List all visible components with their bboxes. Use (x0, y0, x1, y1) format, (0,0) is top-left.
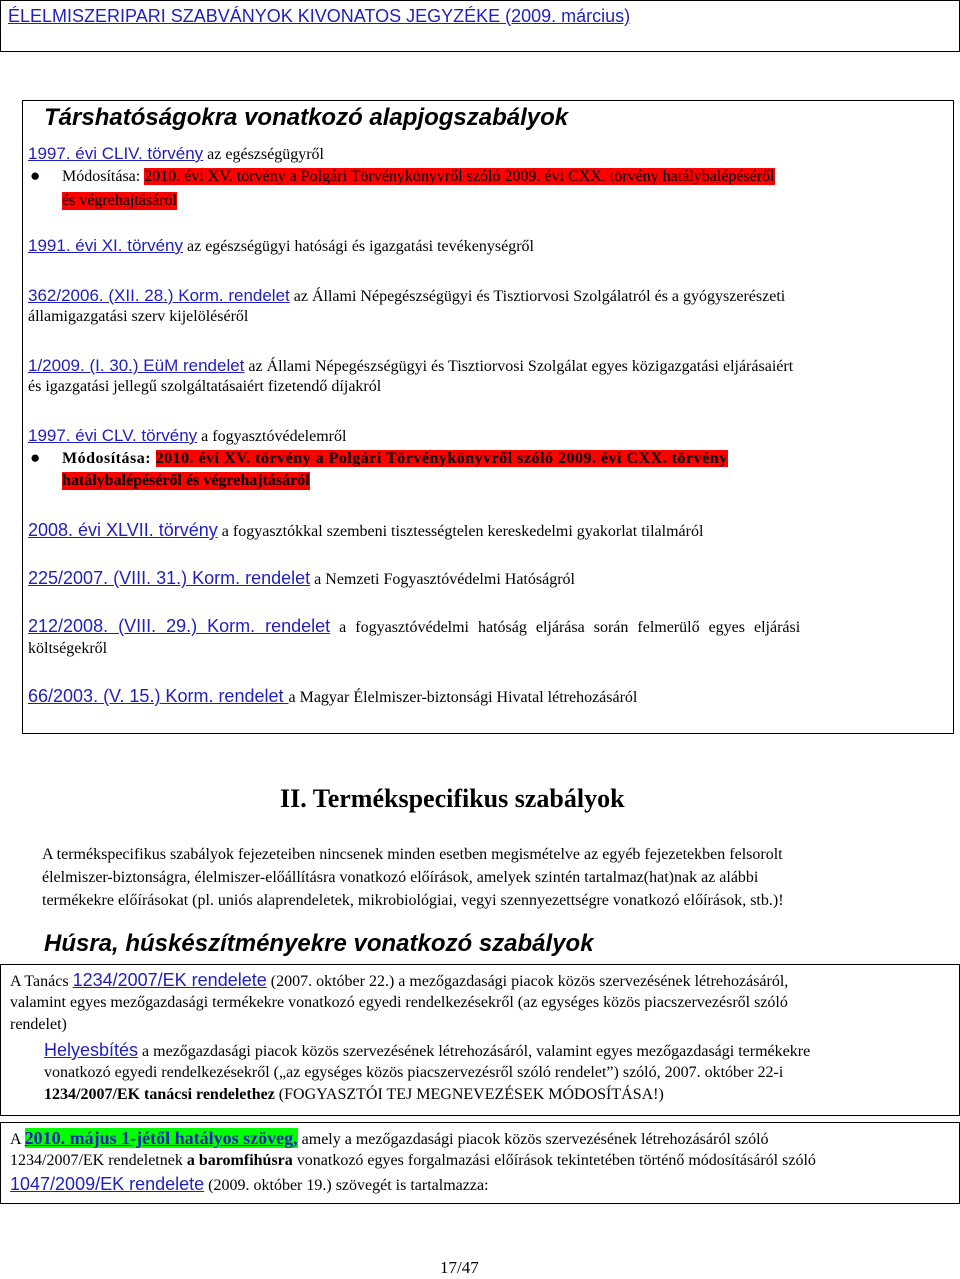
law-link[interactable]: 1997. évi CLV. törvény (28, 426, 198, 445)
list-item: 1997. évi CLV. törvény a fogyasztóvédelemről (28, 426, 347, 445)
law-link[interactable]: 212/2008. (VIII. 29.) Korm. rendelet (28, 616, 331, 636)
intro-line: A termékspecifikus szabályok fejezeteiben nincsenek minden esetben megismételve az egyéb fejezetekben felsorolt (42, 846, 783, 863)
effective-text-link[interactable]: 2010. május 1-jétől hatályos szöveg, (24, 1128, 298, 1148)
law-link[interactable]: 362/2006. (XII. 28.) Korm. rendelet (28, 286, 290, 305)
law-link[interactable]: 66/2003. (V. 15.) Korm. rendelet (28, 686, 289, 706)
page-number: 17/47 (440, 1258, 479, 1277)
list-item: 225/2007. (VIII. 31.) Korm. rendelet a Nemzeti Fogyasztóvédelmi Hatóságról (28, 568, 575, 588)
law-link[interactable]: 1991. évi XI. törvény (28, 236, 183, 255)
modification-link[interactable]: 2010. évi XV. törvény a Polgári Törvénykönyvről szóló 2009. évi CXX. törvény hatálybalépéséről (144, 168, 775, 185)
correction-line: vonatkozó egyedi rendelkezésekről („az egységes közös piacszervezésről szóló rendelet”) szóló, 2007. október 22-i (44, 1064, 784, 1081)
list-item: 2008. évi XLVII. törvény a fogyasztókkal szembeni tisztességtelen kereskedelmi gyakorlat tilalmáról (28, 520, 704, 540)
list-item: 66/2003. (V. 15.) Korm. rendelet a Magyar Élelmiszer-biztonsági Hivatal létrehozásáról (28, 686, 638, 706)
intro-line: termékekre előírásokat (pl. uniós alaprendeletek, mikrobiológiai, vegyi szennyezettségre vonatkozó előírások, stb.)! (42, 892, 784, 909)
bullet-icon: ● (30, 448, 41, 467)
modification-link[interactable]: 2010. évi XV. törvény a Polgári Törvénykönyvről szóló 2009. évi CXX. törvény (155, 450, 728, 467)
section2-heading: II. Termékspecifikus szabályok (280, 784, 625, 813)
regulation-line: rendelet) (10, 1016, 67, 1033)
law-link[interactable]: 1/2009. (I. 30.) EüM rendelet (28, 356, 245, 375)
regulation-link[interactable]: 1047/2009/EK rendelete (10, 1174, 205, 1194)
bullet-icon: ● (30, 166, 41, 185)
modification-item: Módosítása: 2010. évi XV. törvény a Polgári Törvénykönyvről szóló 2009. évi CXX. törvény (62, 450, 728, 467)
modification-link-cont[interactable]: hatálybalépéséről és végrehajtásáról (62, 472, 310, 489)
regulation-line: A Tanács 1234/2007/EK rendelete (2007. október 22.) a mezőgazdasági piacok közös szervezésének létrehozásáról, (10, 970, 789, 990)
regulation-line: 1047/2009/EK rendelete (2009. október 19.) szövegét is tartalmazza: (10, 1174, 489, 1194)
list-item: 1997. évi CLIV. törvény az egészségügyről (28, 144, 324, 163)
correction-line: Helyesbítés a mezőgazdasági piacok közös szervezésének létrehozásáról, valamint egyes mezőgazdasági termékekre (44, 1040, 811, 1060)
list-item-cont: és igazgatási jellegű szolgáltatásaiért fizetendő díjakról (28, 378, 382, 395)
list-item: 1991. évi XI. törvény az egészségügyi hatósági és igazgatási tevékenységről (28, 236, 534, 255)
document-title: ÉLELMISZERIPARI SZABVÁNYOK KIVONATOS JEGYZÉKE (2009. március) (8, 6, 631, 26)
section1-heading: Társhatóságokra vonatkozó alapjogszabályok (44, 104, 569, 131)
correction-link[interactable]: Helyesbítés (44, 1040, 139, 1060)
regulation-line: A 2010. május 1-jétől hatályos szöveg, amely a mezőgazdasági piacok közös szervezésének létrehozásáról szóló (10, 1128, 769, 1148)
law-link[interactable]: 225/2007. (VIII. 31.) Korm. rendelet (28, 568, 311, 588)
law-link[interactable]: 2008. évi XLVII. törvény (28, 520, 218, 540)
intro-line: élelmiszer-biztonságra, élelmiszer-előállításra vonatkozó előírások, amelyek szintén tartalmaz(hat)nak az alábbi (42, 869, 759, 886)
list-item-cont: államigazgatási szerv kijelöléséről (28, 308, 249, 325)
modification-item: Módosítása: 2010. évi XV. törvény a Polgári Törvénykönyvről szóló 2009. évi CXX. törvény hatálybalépéséről (62, 168, 775, 185)
list-item: 362/2006. (XII. 28.) Korm. rendelet az Állami Népegészségügyi és Tisztiorvosi Szolgálatról és a gyógyszerészeti (28, 286, 786, 305)
modification-link-cont[interactable]: és végrehajtásáról (62, 192, 178, 209)
regulation-line: valamint egyes mezőgazdasági termékekre vonatkozó egyedi rendelkezésekről (az egységes közös piacszervezésről szóló (10, 994, 788, 1011)
law-link[interactable]: 1997. évi CLIV. törvény (28, 144, 204, 163)
list-item-cont: költségekről (28, 640, 108, 657)
list-item: 212/2008. (VIII. 29.) Korm. rendelet a fogyasztóvédelmi hatóság eljárása során felmerülő egyes eljárási (28, 616, 801, 636)
regulation-line: 1234/2007/EK rendeletnek a baromfihúsra vonatkozó egyes forgalmazási előírások tekintetében történő módosításáról szóló (10, 1152, 816, 1169)
regulation-link[interactable]: 1234/2007/EK rendelete (72, 970, 267, 990)
section3-heading: Húsra, húskészítményekre vonatkozó szabályok (44, 930, 594, 957)
correction-line: 1234/2007/EK tanácsi rendelethez (FOGYASZTÓI TEJ MEGNEVEZÉSEK MÓDOSÍTÁSA!) (44, 1086, 664, 1103)
list-item: 1/2009. (I. 30.) EüM rendelet az Állami Népegészségügyi és Tisztiorvosi Szolgálat egyes közigazgatási eljárásaiért (28, 356, 794, 375)
